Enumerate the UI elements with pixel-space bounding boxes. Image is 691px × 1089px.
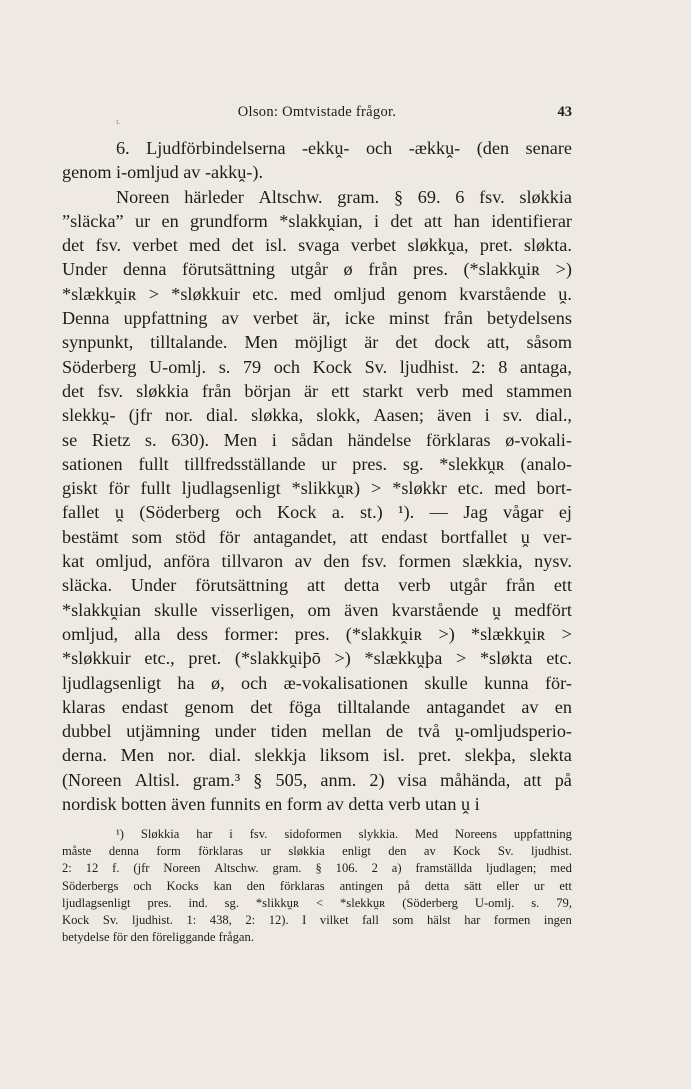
text-line: omljud, alla dess former: pres. (*slakkṷiʀ >) *slækkṷiʀ > — [62, 623, 572, 644]
text-line: Under denna förutsättning utgår ø från pres. (*slakkṷiʀ >) — [62, 259, 572, 280]
footnote-line: Söderbergs och Kocks kan den förklaras antingen på detta sätt eller ur ett — [62, 878, 572, 893]
text-line: det fsv. verbet med det isl. svaga verbet sløkkṷa, pret. sløkta. — [62, 235, 572, 256]
page-header — [62, 104, 572, 126]
text-line: *slækkṷiʀ > *sløkkuir etc. med omljud genom kvarstående ṷ. — [62, 283, 572, 304]
text-line: fallet ṷ (Söderberg och Kock a. st.) ¹). — Jag vågar ej — [62, 502, 572, 523]
footnote-line: 2: 12 f. (jfr Noreen Altschw. gram. § 106. 2 a) framställda ljudlagen; med — [62, 861, 572, 876]
footnote-line: ¹) Sløkkia har i fsv. sidoformen slykkia. Med Noreens uppfattning — [116, 827, 572, 841]
text-line: kat omljud, anföra tillvaron av den fsv. formen slækkia, nysv. — [62, 551, 572, 572]
footnote-line: måste denna form förklaras ur sløkkia enligt den av Kock Sv. ljudhist. — [62, 844, 572, 859]
text-line: *slakkṷian skulle visserligen, om även kvarstående ṷ medfört — [62, 599, 572, 620]
text-line: Söderberg U-omlj. s. 79 och Kock Sv. ljudhist. 2: 8 antaga, — [62, 356, 572, 377]
footnote-line: ljudlagsenligt pres. ind. sg. *slikkṷʀ < *slekkṷʀ (Söderberg U-omlj. s. 79, — [62, 895, 572, 910]
text-line: klaras endast genom det föga tilltalande antagandet av en — [62, 696, 572, 717]
text-line: nordisk botten även funnits en form av detta verb utan ṷ i — [62, 794, 480, 815]
running-head: Olson: Omtvistade frågor. — [237, 104, 397, 120]
text-line: dubbel utjämning under tiden mellan de två ṷ-omljudsperio- — [62, 721, 572, 742]
text-line: Denna uppfattning av verbet är, icke minst från betydelsens — [62, 308, 572, 329]
page-number: 43 — [557, 104, 572, 120]
text-line: se Rietz s. 630). Men i sådan händelse förklaras ø-vokali- — [62, 429, 572, 450]
text-line: ”släcka” ur en grundform *slakkṷian, i det att han identifierar — [62, 210, 572, 231]
text-line: (Noreen Altisl. gram.³ § 505, anm. 2) visa måhända, att på — [62, 769, 572, 790]
text-line: ljudlagsenligt ha ø, och æ-vokalisationen skulle kunna för- — [62, 672, 572, 693]
text-line: bestämt som stöd för antagandet, att endast bortfallet ṷ ver- — [62, 526, 572, 547]
text-line: derna. Men nor. dial. slekkja liksom isl. pret. slekþa, slekta — [62, 745, 572, 766]
footnote-line: betydelse för den föreliggande frågan. — [62, 930, 254, 945]
text-line: synpunkt, tilltalande. Men möjligt är det dock att, såsom — [62, 332, 572, 353]
text-line: genom i-omljud av -akkṷ-). — [62, 162, 264, 183]
text-line: slekkṷ- (jfr nor. dial. sløkka, slokk, Aasen; även i sv. dial., — [62, 405, 572, 426]
footnotes — [62, 826, 572, 946]
text-line: *sløkkuir etc., pret. (*slakkṷiþō >) *slækkṷþa > *sløkta etc. — [62, 648, 572, 669]
text-line: giskt för fullt ljudlagsenligt *slikkṷʀ) > *sløkkr etc. med bort- — [62, 478, 572, 499]
text-line: 6. Ljudförbindelserna -ekkṷ- och -ækkṷ- (den senare — [116, 138, 572, 158]
text-line: Noreen härleder Altschw. gram. § 69. 6 fsv. sløkkia — [116, 186, 572, 207]
footnote-line: Kock Sv. ljudhist. 1: 438, 2: 12). I vilket fall som hälst har formen ingen — [62, 912, 572, 927]
text-line: det fsv. sløkkia från början är ett starkt verb med stammen — [62, 380, 572, 401]
body-text — [62, 136, 572, 816]
margin-mark: ᴸ — [116, 118, 121, 130]
text-line: sationen fullt tillfredsställande ur pres. sg. *slekkṷʀ (analo- — [62, 453, 572, 474]
text-line: släcka. Under förutsättning att detta verb utgår från ett — [62, 575, 572, 596]
